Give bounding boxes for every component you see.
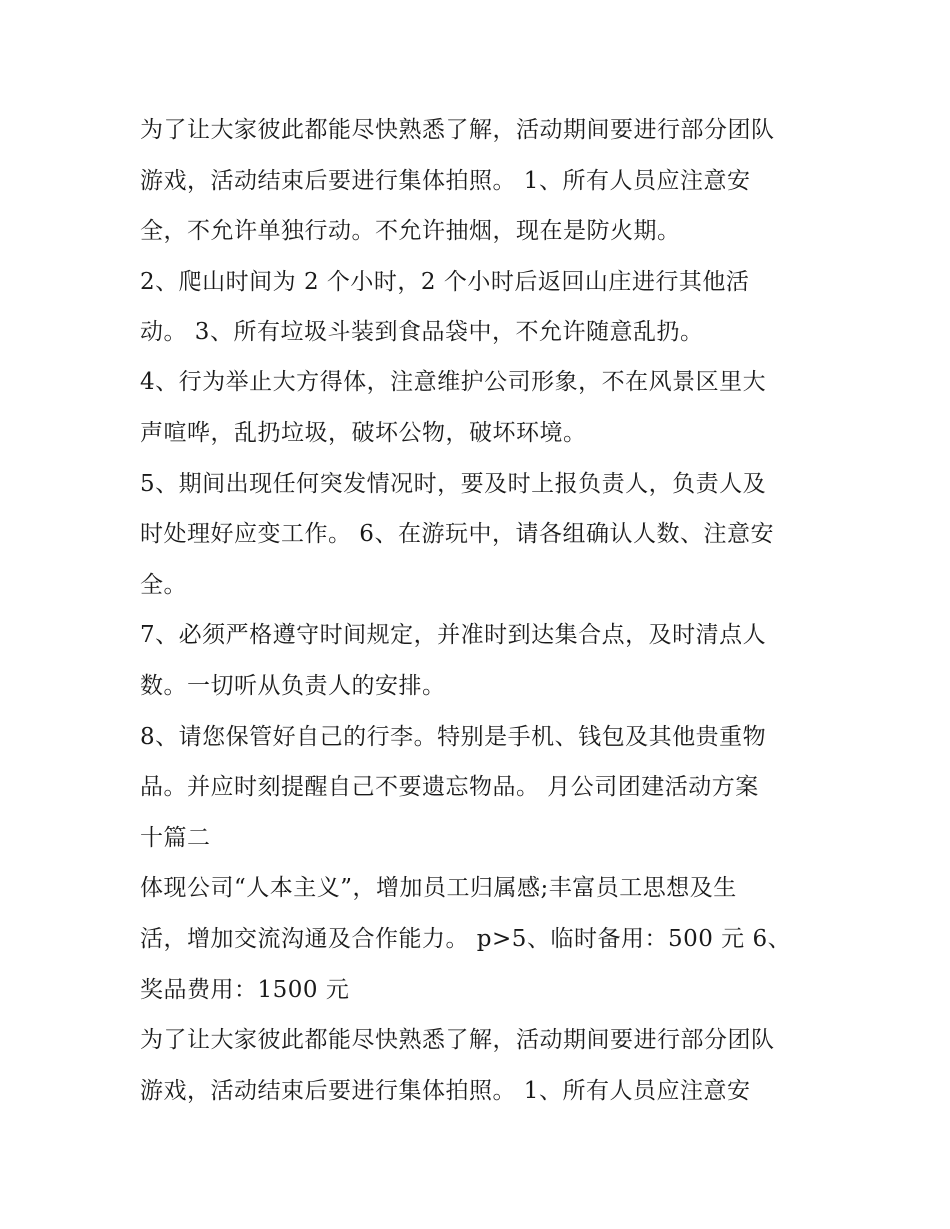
- text-line: 体现公司“人本主义”，增加员工归属感;丰富员工思想及生: [140, 875, 737, 901]
- text-line: 声喧哗，乱扔垃圾，破坏公物，破坏环境。: [140, 420, 587, 446]
- text-line: 8、请您保管好自己的行李。特别是手机、钱包及其他贵重物: [140, 724, 767, 750]
- text-line: 动。 3、所有垃圾斗装到食品袋中，不允许随意乱扔。: [140, 319, 704, 345]
- text-line: 为了让大家彼此都能尽快熟悉了解，活动期间要进行部分团队: [140, 1027, 775, 1053]
- text-line: 为了让大家彼此都能尽快熟悉了解，活动期间要进行部分团队: [140, 117, 775, 143]
- text-line: 游戏，活动结束后要进行集体拍照。 1、所有人员应注意安: [140, 168, 751, 194]
- text-line: 全。: [140, 572, 187, 598]
- text-line: 游戏，活动结束后要进行集体拍照。 1、所有人员应注意安: [140, 1078, 751, 1104]
- text-line: 时处理好应变工作。 6、在游玩中，请各组确认人数、注意安: [140, 521, 774, 547]
- text-line: 5、期间出现任何突发情况时，要及时上报负责人，负责人及: [140, 471, 767, 497]
- text-line: 全，不允许单独行动。不允许抽烟，现在是防火期。: [140, 218, 681, 244]
- text-line: 7、必须严格遵守时间规定，并准时到达集合点，及时清点人: [140, 622, 767, 648]
- text-line: 十篇二: [140, 825, 211, 851]
- text-line: 活，增加交流沟通及合作能力。 p>5、临时备用：500 元 6、: [140, 926, 792, 952]
- text-line: 品。并应时刻提醒自己不要遗忘物品。 月公司团建活动方案: [140, 774, 759, 800]
- text-line: 4、行为举止大方得体，注意维护公司形象，不在风景区里大: [140, 369, 767, 395]
- text-line: 2、爬山时间为 2 个小时，2 个小时后返回山庄进行其他活: [140, 269, 750, 295]
- text-line: 奖品费用：1500 元: [140, 977, 350, 1003]
- text-line: 数。一切听从负责人的安排。: [140, 673, 446, 699]
